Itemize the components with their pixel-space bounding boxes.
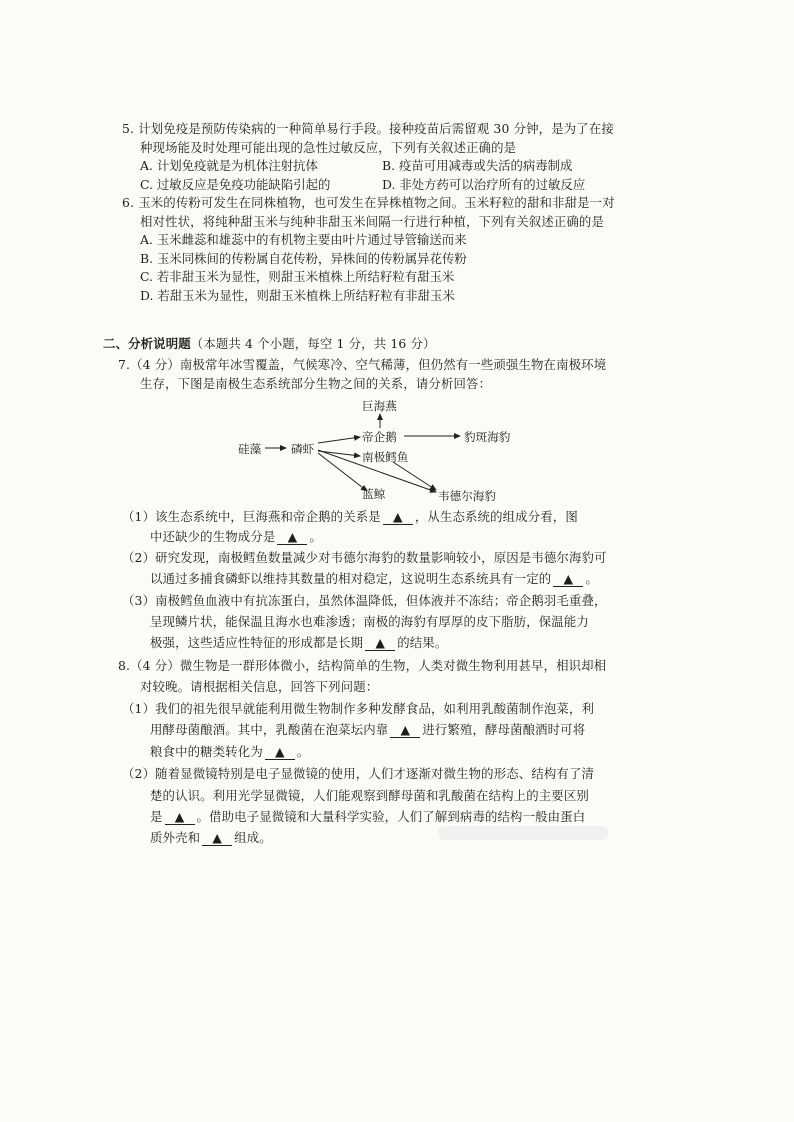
q7-sub1-line2 xyxy=(150,528,322,546)
scan-smudge xyxy=(438,826,608,840)
node-diatom: 硅藻 xyxy=(238,442,262,456)
q8-sub1-text-b: 用酵母菌酿酒。其中，乳酸菌在泡菜坛内靠 xyxy=(150,722,389,737)
q7-sub2-line2 xyxy=(150,570,598,588)
node-petrel: 巨海燕 xyxy=(362,399,397,413)
q6-option-a: A. 玉米雌蕊和雄蕊中的有机物主要由叶片通过导管输送而来 xyxy=(140,232,467,247)
arrow-krill-blue-whale xyxy=(318,453,367,491)
answer-blank: ▲ xyxy=(553,572,583,587)
arrow-krill-cod xyxy=(318,451,360,456)
answer-blank: ▲ xyxy=(365,636,395,651)
arrow-krill-penguin xyxy=(318,437,360,443)
node-krill: 磷虾 xyxy=(291,442,315,456)
answer-blank: ▲ xyxy=(265,745,295,760)
answer-blank: ▲ xyxy=(390,723,420,738)
q7-sub3-text-c: 极强，这些适应性特征的形成都是长期 xyxy=(150,635,364,650)
q8-sub2-line2: 楚的认识。利用光学显微镜，人们能观察到酵母菌和乳酸菌在结构上的主要区别 xyxy=(150,788,589,803)
q7-sub2-text-b: 以通过多捕食磷虾以维持其数量的相对稳定，这说明生态系统具有一定的 xyxy=(150,571,552,586)
q7-sub1-text-d: 。 xyxy=(309,529,322,544)
q8-sub2-text-e: 质外壳和 xyxy=(150,830,201,845)
node-leopard-seal: 豹斑海豹 xyxy=(464,430,511,444)
q6-option-c: C. 若非甜玉米为显性，则甜玉米植株上所结籽粒有甜玉米 xyxy=(140,269,455,284)
answer-blank: ▲ xyxy=(277,530,307,545)
q6-stem-line2: 相对性状，将纯种甜玉米与纯种非甜玉米间隔一行进行种植，下列有关叙述正确的是 xyxy=(140,214,605,229)
answer-blank: ▲ xyxy=(202,831,232,846)
q7-sub3-line2: 呈现鳞片状，能保温且海水也难渗透；南极的海豹有厚厚的皮下脂肪，保温能力 xyxy=(150,614,589,629)
q8-sub1-text-d: 粮食中的糖类转化为 xyxy=(150,744,263,759)
section2-note: （本题共 4 个小题，每空 1 分，共 16 分） xyxy=(190,336,436,351)
q6-stem-line1: 6. 玉米的传粉可发生在同株植物，也可发生在异株植物之间。玉米籽粒的甜和非甜是一对 xyxy=(122,195,615,210)
q7-stem-line2: 生存，下图是南极生态系统部分生物之间的关系，请分析回答： xyxy=(140,376,492,391)
q7-sub1-text-b: ，从生态系统的组成分看，图 xyxy=(414,509,578,524)
q8-stem-line1: 8.（4 分）微生物是一群形体微小，结构简单的生物，人类对微生物利用甚早，相识却相 xyxy=(118,658,607,673)
q7-sub1-text-a: （1）该生态系统中，巨海燕和帝企鹅的关系是 xyxy=(122,509,381,524)
q7-sub2-text-c: 。 xyxy=(585,571,598,586)
q8-sub2-text-c: 是 xyxy=(150,809,163,824)
answer-blank: ▲ xyxy=(165,810,195,825)
node-blue-whale: 蓝鲸 xyxy=(362,487,386,501)
q8-sub2-line3 xyxy=(150,808,585,826)
q7-sub3-line1: （3）南极鳕鱼血液中有抗冻蛋白，虽然体温降低，但体液并不冻结；帝企鹅羽毛重叠， xyxy=(122,593,607,608)
q7-sub1-line1 xyxy=(122,508,578,526)
q5-stem-line1: 5. 计划免疫是预防传染病的一种简单易行手段。接种疫苗后需留观 30 分钟，是为了在接 xyxy=(122,121,614,136)
node-penguin: 帝企鹅 xyxy=(362,430,397,444)
q6-option-d: D. 若甜玉米为显性，则甜玉米植株上所结籽粒有非甜玉米 xyxy=(140,288,455,303)
q8-sub2-line1: （2）随着显微镜特别是电子显微镜的使用，人们才逐渐对微生物的形态、结构有了清 xyxy=(122,766,595,781)
q7-sub1-text-c: 中还缺少的生物成分是 xyxy=(150,529,276,544)
q8-sub1-text-c: 进行繁殖，酵母菌酿酒时可将 xyxy=(422,722,586,737)
node-cod: 南极鳕鱼 xyxy=(362,450,409,464)
q5-option-b: B. 疫苗可用减毒或失活的病毒制成 xyxy=(382,158,573,173)
q8-sub1-line2 xyxy=(150,721,585,739)
node-weddell-seal: 韦德尔海豹 xyxy=(438,489,496,503)
q8-sub1-text-e: 。 xyxy=(296,744,310,759)
section2-heading-line xyxy=(103,335,436,353)
q8-sub2-text-d: 。借助电子显微镜和大量科学实验，人们了解到病毒的结构一般由蛋白 xyxy=(196,809,586,824)
q7-sub3-line3 xyxy=(150,634,447,652)
answer-blank: ▲ xyxy=(383,510,413,525)
q7-sub3-text-d: 的结果。 xyxy=(397,635,448,650)
q8-sub1-line3 xyxy=(150,743,309,761)
q8-stem-line2: 对较晚。请根据相关信息，回答下列问题： xyxy=(140,679,379,694)
q5-option-d: D. 非处方药可以治疗所有的过敏反应 xyxy=(382,177,586,192)
q8-sub2-text-f: 组成。 xyxy=(234,830,272,845)
q7-stem-line1: 7.（4 分）南极常年冰雪覆盖，气候寒冷、空气稀薄，但仍然有一些顽强生物在南极环境 xyxy=(118,357,607,372)
q6-option-b: B. 玉米同株间的传粉属自花传粉，异株间的传粉属异花传粉 xyxy=(140,251,467,266)
q8-sub2-line4 xyxy=(150,829,272,847)
q8-sub1-line1: （1）我们的祖先很早就能利用微生物制作多种发酵食品，如利用乳酸菌制作泡菜，利 xyxy=(122,701,595,716)
section2-heading: 二、分析说明题 xyxy=(103,336,191,351)
q7-sub2-line1: （2）研究发现，南极鳕鱼数量减少对韦德尔海豹的数量影响较小，原因是韦德尔海豹可 xyxy=(122,550,607,565)
q5-stem-line2: 种现场能及时处理可能出现的急性过敏反应，下列有关叙述正确的是 xyxy=(140,140,517,155)
arrow-cod-weddell-seal xyxy=(393,462,436,490)
q5-option-a: A. 计划免疫就是为机体注射抗体 xyxy=(140,158,318,173)
q5-option-c: C. 过敏反应是免疫功能缺陷引起的 xyxy=(140,177,331,192)
